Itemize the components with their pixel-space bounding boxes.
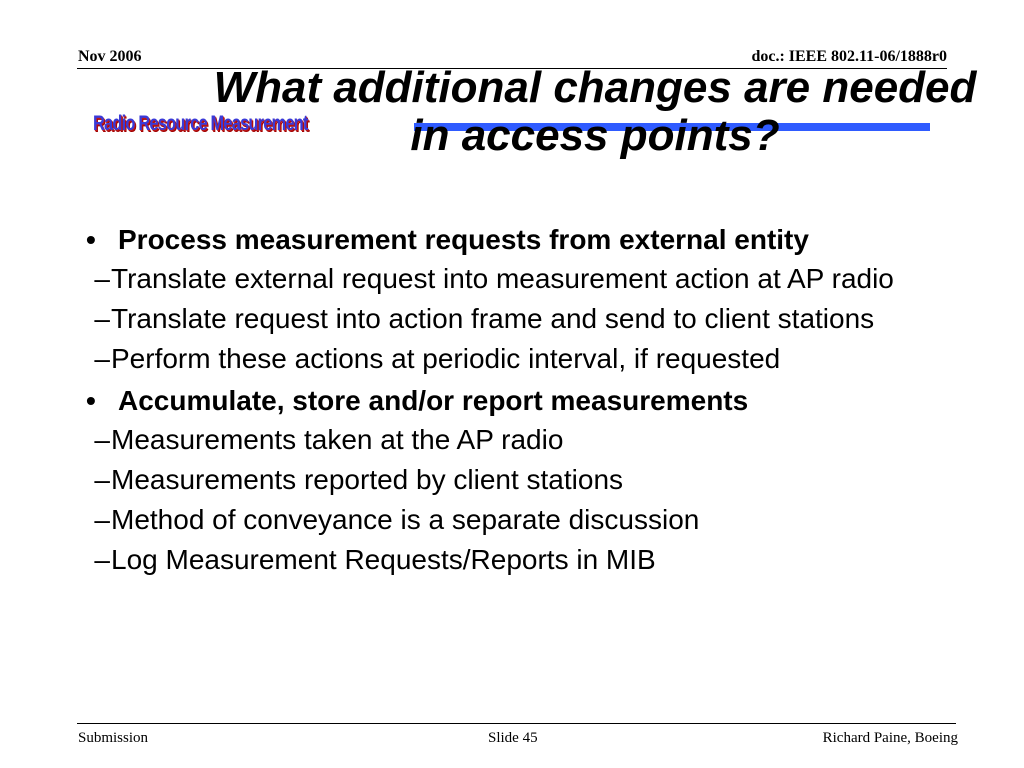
bullet-item [80, 222, 1000, 258]
dash-mark: – [94, 303, 110, 334]
sub-bullet-text: Log Measurement Requests/Reports in MIB [111, 544, 656, 575]
header-date: Nov 2006 [78, 48, 142, 65]
dash-mark: – [94, 504, 110, 535]
sub-bullet-text: Perform these actions at periodic interval, if requested [111, 343, 781, 374]
slide-body [80, 222, 1000, 584]
sub-bullet-item [80, 544, 1000, 575]
sub-bullet-text: Method of conveyance is a separate discussion [111, 504, 700, 535]
header-doc-id: doc.: IEEE 802.11-06/1888r0 [751, 48, 947, 65]
sub-bullet-item [80, 504, 1000, 535]
sub-bullet-text: Measurements reported by client stations [111, 464, 624, 495]
dash-mark: – [94, 263, 110, 294]
radio-resource-measurement-logo: Radio Resource Measurement [93, 112, 308, 135]
bullet-text: Accumulate, store and/or report measurements [118, 385, 749, 416]
bullet-item [80, 383, 1000, 419]
bullet-text: Process measurement requests from external entity [118, 224, 809, 255]
sub-bullet-text: Translate external request into measurement action at AP radio [111, 263, 894, 294]
footer-submission: Submission [78, 730, 149, 746]
dash-mark: – [94, 464, 110, 495]
bullet-mark: • [86, 224, 96, 255]
bullet-mark: • [86, 385, 96, 416]
sub-bullet-item [80, 303, 1000, 334]
sub-bullet-item [80, 464, 1000, 495]
dash-mark: – [94, 424, 110, 455]
slide-title: What additional changes are needed in access points? [213, 63, 977, 160]
dash-mark: – [94, 544, 110, 575]
dash-mark: – [94, 343, 110, 374]
sub-bullet-item [80, 263, 1000, 294]
sub-bullet-item [80, 424, 1000, 455]
sub-bullet-item [80, 343, 1000, 374]
footer-author: Richard Paine, Boeing [822, 730, 958, 746]
sub-bullet-text: Measurements taken at the AP radio [111, 424, 564, 455]
footer-divider [77, 723, 956, 724]
sub-bullet-text: Translate request into action frame and send to client stations [111, 303, 875, 334]
footer-slide-number: Slide 45 [488, 730, 538, 746]
